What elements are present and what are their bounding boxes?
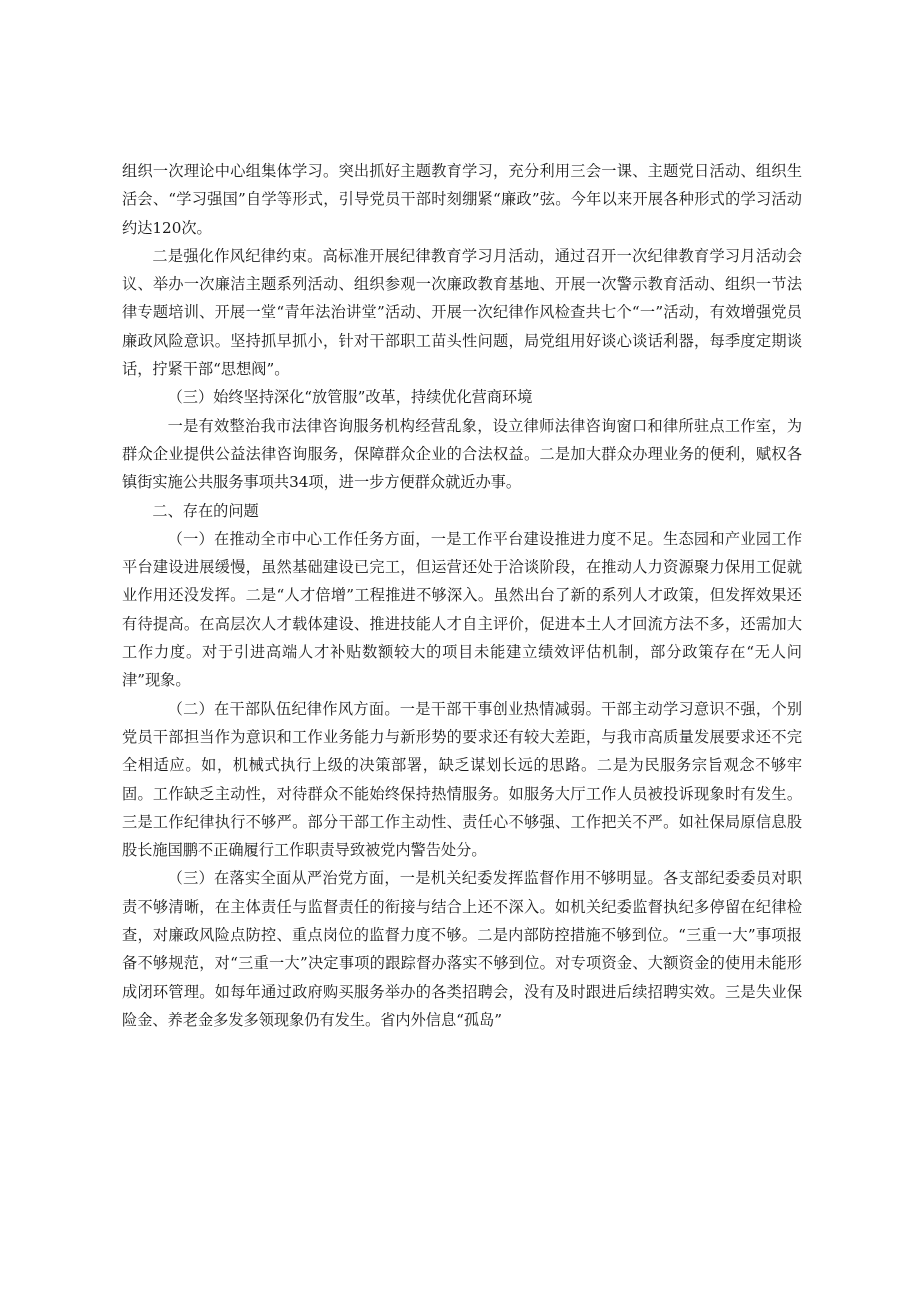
document-page — [122, 157, 802, 1034]
paragraph-discipline-constraint: 二是强化作风纪律约束。高标准开展纪律教育学习月活动，通过召开一次纪律教育学习月活动会议、举办一次廉洁主题系列活动、组织参观一次廉政教育基地、开展一次警示教育活动、组织一节法律专题培训、开展一堂“青年法治讲堂”活动、开展一次纪律作风检查共七个“一”活动，有效增强党员廉政风险意识。坚持抓早抓小，针对干部职工苗头性问题，局党组用好谈心谈话利器，每季度定期谈话，拧紧干部“思想阀”。 — [122, 246, 802, 379]
paragraph-legal-services: 一是有效整治我市法律咨询服务机构经营乱象，设立律师法律咨询窗口和律所驻点工作室，为群众企业提供公益法律咨询服务，保障群众企业的合法权益。二是加大群众办理业务的便利，赋权各镇街实施公共服务事项共34项，进一步方便群众就近办事。 — [122, 416, 802, 492]
paragraph-problem-party-governance: （三）在落实全面从严治党方面，一是机关纪委发挥监督作用不够明显。各支部纪委委员对职责不够清晰，在主体责任与监督责任的衔接与结合上还不深入。如机关纪委监督执纪多停留在纪律检查，对廉政风险点防控、重点岗位的监督力度不够。二是内部防控措施不够到位。“三重一大”事项报备不够规范，对“三重一大”决定事项的跟踪督办落实不够到位。对专项资金、大额资金的使用未能形成闭环管理。如每年通过政府购买服务举办的各类招聘会，没有及时跟进后续招聘实效。三是失业保险金、养老金多发多领现象仍有发生。省内外信息“孤岛” — [122, 869, 802, 1029]
paragraph-problem-cadre-discipline: （二）在干部队伍纪律作风方面。一是干部干事创业热情减弱。干部主动学习意识不强，个别党员干部担当作为意识和工作业务能力与新形势的要求还有较大差距，与我市高质量发展要求还不完全相适应。如，机械式执行上级的决策部署，缺乏谋划长远的思路。二是为民服务宗旨观念不够牢固。工作缺乏主动性，对待群众不能始终保持热情服务。如服务大厅工作人员被投诉现象时有发生。三是工作纪律执行不够严。部分干部工作主动性、责任心不够强、工作把关不严。如社保局原信息股股长施国鹏不正确履行工作职责导致被党内警告处分。 — [122, 699, 802, 860]
paragraph-study-activities: 组织一次理论中心组集体学习。突出抓好主题教育学习，充分利用三会一课、主题党日活动、组织生活会、“学习强国”自学等形式，引导党员干部时刻绷紧“廉政”弦。今年以来开展各种形式的学习活动约达120次。 — [122, 162, 802, 237]
section-heading-fangguanfu: （三）始终坚持深化“放管服”改革，持续优化营商环境 — [167, 388, 533, 407]
paragraph-problem-central-work: （一）在推动全市中心工作任务方面，一是工作平台建设推进力度不足。生态园和产业园工作平台建设进展缓慢，虽然基础建设已完工，但运营还处于洽谈阶段，在推动人力资源聚力保用工促就业作用还没发挥。二是“人才倍增”工程推进不够深入。虽然出台了新的系列人才政策，但发挥效果还有待提高。在高层次人才载体建设、推进技能人才自主评价，促进本土人才回流方法不多，还需加大工作力度。对于引进高端人才补贴数额较大的项目未能建立绩效评估机制，部分政策存在“无人问津”现象。 — [122, 529, 802, 690]
section-heading-problems: 二、存在的问题 — [152, 501, 259, 520]
